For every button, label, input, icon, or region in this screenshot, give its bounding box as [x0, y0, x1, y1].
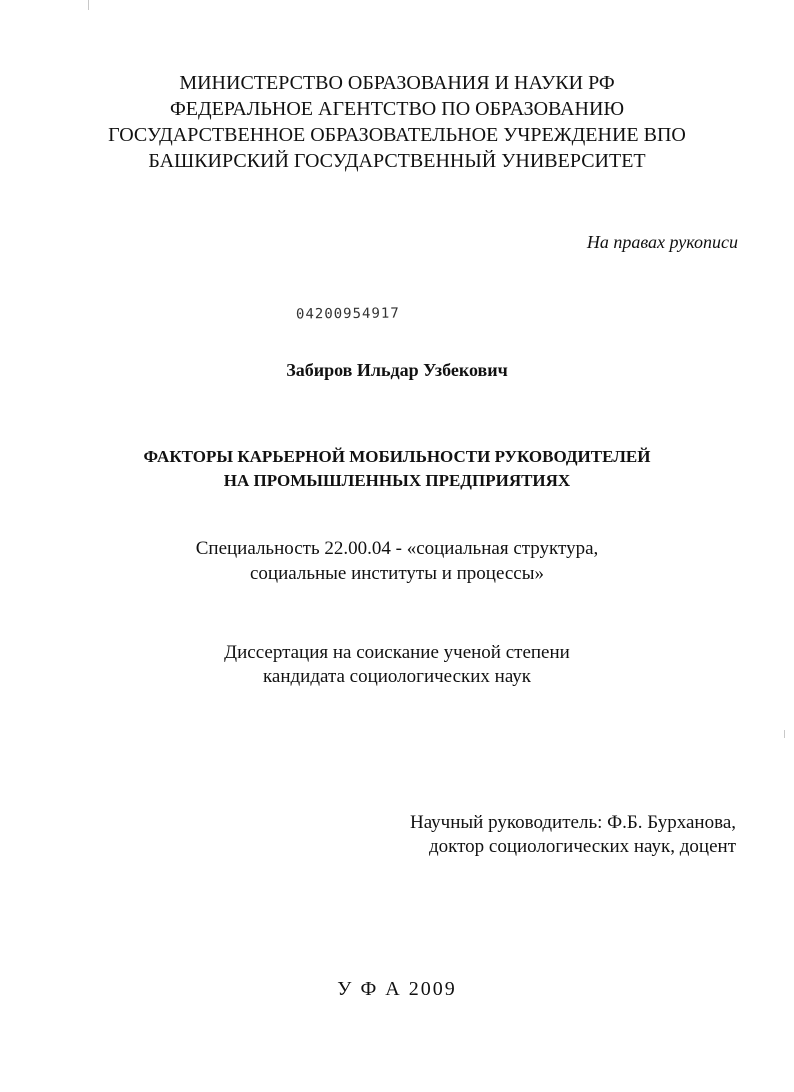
scan-mark-right: [784, 730, 785, 738]
dissertation-line-2: кандидата социологических наук: [262, 666, 532, 687]
specialty-line-2: социальные институты и процессы»: [249, 563, 545, 584]
city-year: У Ф А 2009: [337, 978, 457, 1000]
header-agency: ФЕДЕРАЛЬНОЕ АГЕНТСТВО ПО ОБРАЗОВАНИЮ: [169, 98, 624, 120]
header-institution-type: ГОСУДАРСТВЕННОЕ ОБРАЗОВАТЕЛЬНОЕ УЧРЕЖДЕНИЕ ВПО: [108, 124, 686, 146]
thesis-title-line-1: ФАКТОРЫ КАРЬЕРНОЙ МОБИЛЬНОСТИ РУКОВОДИТЕЛЕЙ: [143, 447, 651, 466]
supervisor-line-2: доктор социологических наук, доцент: [428, 836, 736, 857]
dissertation-line-1: Диссертация на соискание ученой степени: [224, 642, 570, 663]
specialty-line-1: Специальность 22.00.04 - «социальная структура,: [195, 538, 599, 559]
scan-mark-top: [88, 0, 89, 10]
thesis-title-line-2: НА ПРОМЫШЛЕННЫХ ПРЕДПРИЯТИЯХ: [223, 471, 571, 490]
supervisor-line-1: Научный руководитель: Ф.Б. Бурханова,: [409, 812, 736, 833]
author-name: Забиров Ильдар Узбекович: [286, 360, 508, 380]
header-university: БАШКИРСКИЙ ГОСУДАРСТВЕННЫЙ УНИВЕРСИТЕТ: [148, 150, 646, 172]
header-ministry: МИНИСТЕРСТВО ОБРАЗОВАНИЯ И НАУКИ РФ: [179, 72, 615, 94]
rights-note: На правах рукописи: [586, 232, 738, 252]
catalog-number: 04200954917: [295, 305, 400, 323]
